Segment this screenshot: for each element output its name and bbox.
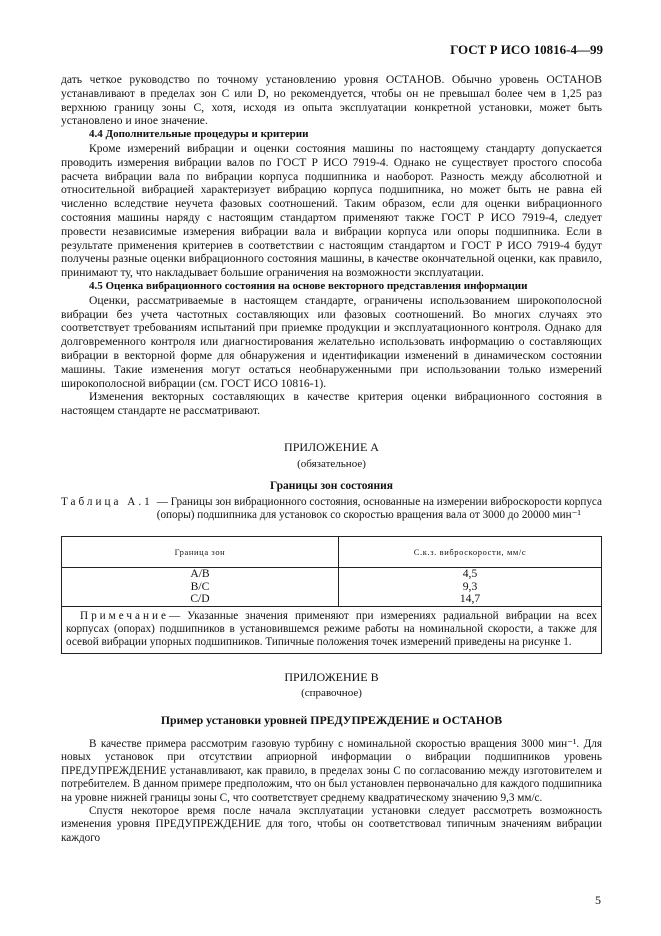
table-cell-value: 4,5 — [462, 567, 478, 580]
paragraph-vector-changes: Изменения векторных составляющих в качестве критерия оценки вибрационного состояния в настоящем стандарте не рассматривают. — [61, 390, 602, 418]
main-text-block — [61, 73, 602, 418]
table-cell-value: 9,3 — [462, 579, 478, 593]
zone-boundaries-table — [61, 536, 602, 654]
appendix-b-heading: Пример установки уровней ПРЕДУПРЕЖДЕНИЕ и ОСТАНОВ — [160, 713, 503, 727]
page-number: 5 — [595, 893, 601, 907]
appendix-b-title: ПРИЛОЖЕНИЕ В — [284, 670, 379, 684]
table-label: Таблица А.1 — [61, 496, 153, 508]
section-heading-4-5: 4.5 Оценка вибрационного состояния на основе векторного представления информации — [89, 279, 528, 292]
appendix-a-status: (обязательное) — [297, 458, 366, 470]
section-heading-4-4: 4.4 Дополнительные процедуры и критерии — [89, 128, 309, 141]
paragraph-example-turbine: В качестве примера рассмотрим газовую турбину с номинальной скоростью вращения 3000 мин⁻¹. Для новых установок при отсутствии априорной информации о вибрации подшипников уровень ПРЕДУПРЕЖДЕНИЕ устанавливают, как правило, в пределах зоны С по согласованию между изготовителем и потребителем. В данном примере предположим, что он был установлен первоначально для каждого подшипника на уровне нижней границы зоны С, что соответствует среднему квадратическому значению 9,3 мм/с. — [61, 738, 602, 804]
note-text: — Указанные значения применяют при измерениях радиальной вибрации на всех корпусах (опорах) подшипников в установившемся режиме работы на номинальной скорости, а также для осевой вибрации упорных подшипников. Типичные положения точек измерений приведены на рисунке 1. — [66, 609, 597, 649]
page-header-standard: ГОСТ Р ИСО 10816-4—99 — [450, 42, 603, 57]
paragraph-vector-evaluation: Оценки, рассматриваемые в настоящем стандарте, ограничены использованием широкополосной вибрации без учета частотных составляющих или фазовых соотношений. Во многих случаях это соответствует требованиям испытаний при приемке продукции и эксплуатационного контроля. Однако для долговременного контроля или диагностирования желательно использовать информацию о составляющих вибрации в векторной форме для обнаружения и идентификации изменений в динамическом состоянии машины. Такие изменения могут остаться необнаруженными при использовании только измерений широкополосной вибрации (см. ГОСТ ИСО 10816-1). — [61, 293, 602, 390]
table-cell-value: 14,7 — [459, 592, 481, 606]
table-note — [62, 606, 602, 654]
column-header-zone: Граница зон — [62, 537, 339, 568]
column-header-rms: С.к.з. виброскорости, мм/с — [339, 537, 602, 568]
table-cell-zone: C/D — [190, 592, 210, 606]
appendix-a-title: ПРИЛОЖЕНИЕ А — [284, 440, 379, 454]
paragraph-additional-procedures: Кроме измерений вибрации и оценки состояния машины по настоящему стандарту допускается проводить измерения вибрации валов по ГОСТ Р ИСО 7919-4. Однако не существует простого способа расчета вибрации вала по вибрации корпуса подшипника и наоборот. Разность между абсолютной и относительной вибрацией характеризует вибрацию корпуса подшипника, но может быть не равна ей численно вследствие неучета фазовых соотношений. Таким образом, если для оценки вибрационного состояния машины наряду с настоящим стандартом применяют также ГОСТ Р ИСО 7919-4, следует провести независимые измерения вибрации вала и вибрации корпуса или опоры подшипника. Если в результате применения критериев в соответствии с настоящим стандартом и ГОСТ Р ИСО 7919-4 будут получены разные оценки вибрационного состояния машины, в качестве окончательной оценки, как правило, принимают ту, что накладывает большие ограничения на возможности эксплуатации. — [61, 141, 602, 280]
zone-column-cells — [62, 568, 339, 607]
table-cell-zone: A/B — [190, 567, 210, 580]
table-cell-zone: B/C — [190, 579, 210, 593]
paragraph-continuation: дать четкое руководство по точному установлению уровня ОСТАНОВ. Обычно уровень ОСТАНОВ устанавливают в пределах зон С или D, но рекомендуется, чтобы он не превышал более чем в 1,25 раз верхнюю границу зоны С, хотя, исходя из опыта эксплуатации конкретной установки, может быть установлено и иное значение. — [61, 73, 602, 128]
paragraph-warning-change: Спустя некоторое время после начала эксплуатации установки следует рассмотреть возможность изменения уровня ПРЕДУПРЕЖДЕНИЕ для того, чтобы он соответствовал типичным значениям вибрации каждого — [61, 805, 602, 844]
note-label: Примечание — [80, 609, 169, 622]
appendix-b-status: (справочное) — [301, 687, 362, 699]
appendix-a-heading: Границы зон состояния — [270, 480, 393, 492]
appendix-b-text — [61, 738, 602, 845]
value-column-cells — [339, 568, 602, 607]
table-caption-text: — Границы зон вибрационного состояния, основанные на измерении виброскорости корпуса (опоры) подшипника для установок со скоростью вращения вала от 3000 до 20000 мин⁻¹ — [156, 496, 602, 521]
table-caption — [61, 496, 602, 521]
